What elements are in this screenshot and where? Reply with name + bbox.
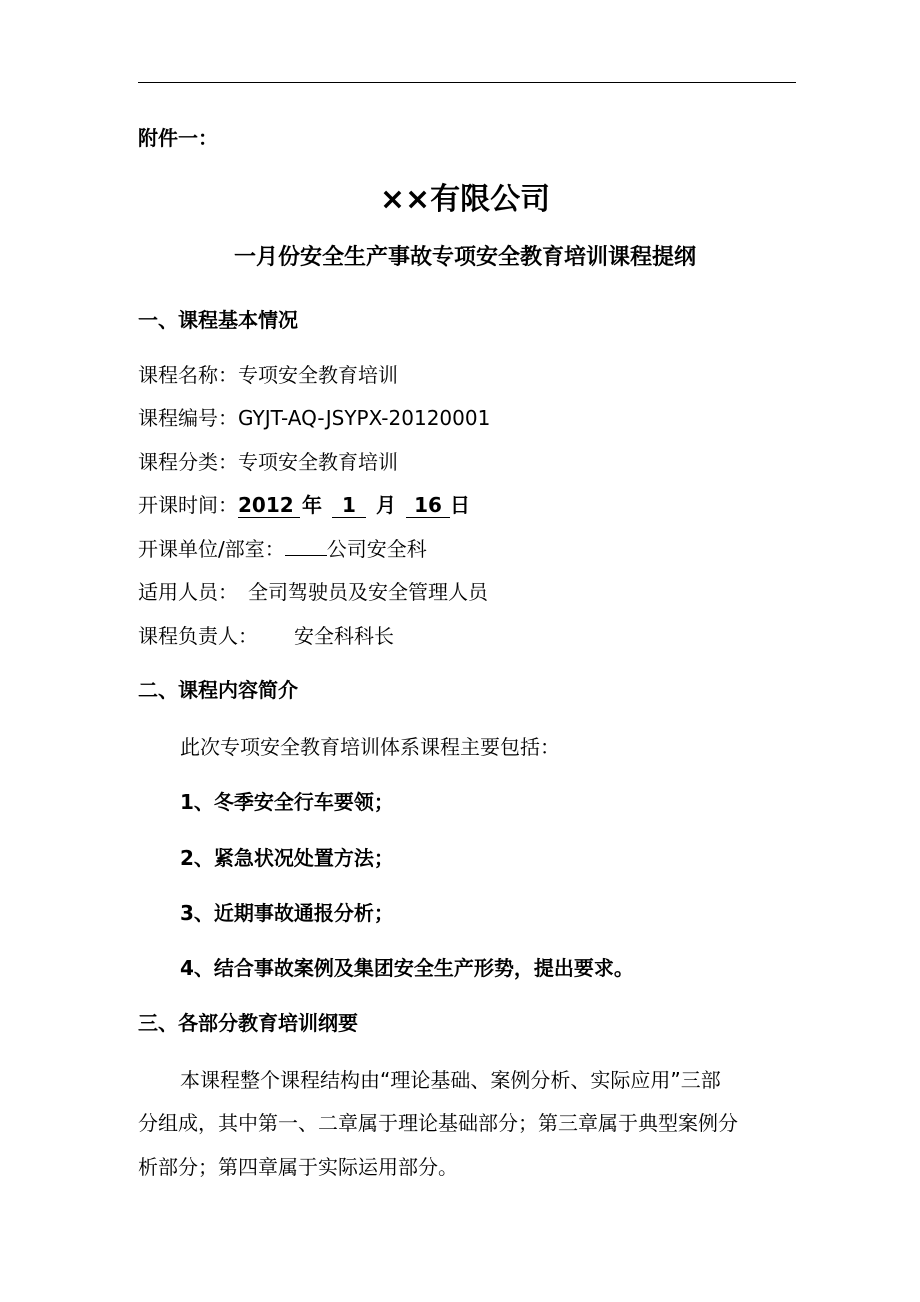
section1-heading: 一、课程基本情况 (138, 308, 298, 332)
course-staff-row (138, 578, 488, 606)
course-day: 16 (406, 493, 450, 518)
course-day-unit: 日 (450, 493, 470, 517)
course-dept-label: 开课单位/部室： (138, 537, 285, 561)
course-staff-label: 适用人员： (138, 580, 238, 604)
course-code-row (138, 404, 490, 432)
course-month: 1 (332, 493, 366, 518)
course-category-label: 课程分类： (138, 450, 238, 474)
course-name-value: 专项安全教育培训 (238, 363, 398, 387)
course-dept-row (138, 535, 427, 563)
course-staff-value: 全司驾驶员及安全管理人员 (248, 580, 488, 604)
attachment-label: 附件一： (138, 126, 218, 150)
content-item: 3、近期事故通报分析； (180, 901, 394, 925)
course-lead-label: 课程负责人： (138, 624, 258, 648)
section3-paragraph-line: 本课程整个课程结构由“理论基础、案例分析、实际应用”三部 (180, 1068, 721, 1092)
section2-heading: 二、课程内容简介 (138, 678, 298, 702)
course-category-row (138, 448, 398, 476)
course-code-value: GYJT-AQ-JSYPX-20120001 (238, 406, 491, 430)
course-month-unit: 月 (376, 493, 396, 517)
course-dept-value: 公司安全科 (326, 537, 427, 561)
course-year: 2012 (238, 493, 300, 518)
section3-paragraph-line: 析部分；第四章属于实际运用部分。 (138, 1155, 458, 1179)
course-name-row (138, 361, 398, 389)
course-time-row (138, 491, 470, 519)
course-lead-value: 安全科科长 (294, 624, 394, 648)
course-lead-row (138, 622, 394, 650)
course-code-label: 课程编号： (138, 406, 238, 430)
section3-paragraph-line: 分组成，其中第一、二章属于理论基础部分；第三章属于典型案例分 (138, 1111, 738, 1135)
section2-intro: 此次专项安全教育培训体系课程主要包括： (180, 735, 560, 759)
header-rule (138, 82, 796, 83)
course-year-unit: 年 (302, 493, 322, 517)
course-category-value: 专项安全教育培训 (238, 450, 398, 474)
content-item: 4、结合事故案例及集团安全生产形势，提出要求。 (180, 956, 634, 980)
course-time-label: 开课时间： (138, 493, 238, 517)
content-item: 2、紧急状况处置方法； (180, 846, 394, 870)
content-item: 1、冬季安全行车要领； (180, 790, 394, 814)
section3-heading: 三、各部分教育培训纲要 (138, 1011, 358, 1035)
company-title: ××有限公司 (379, 182, 551, 217)
course-name-label: 课程名称： (138, 363, 238, 387)
document-subtitle: 一月份安全生产事故专项安全教育培训课程提纲 (233, 245, 696, 270)
dept-blank-line (285, 535, 327, 556)
